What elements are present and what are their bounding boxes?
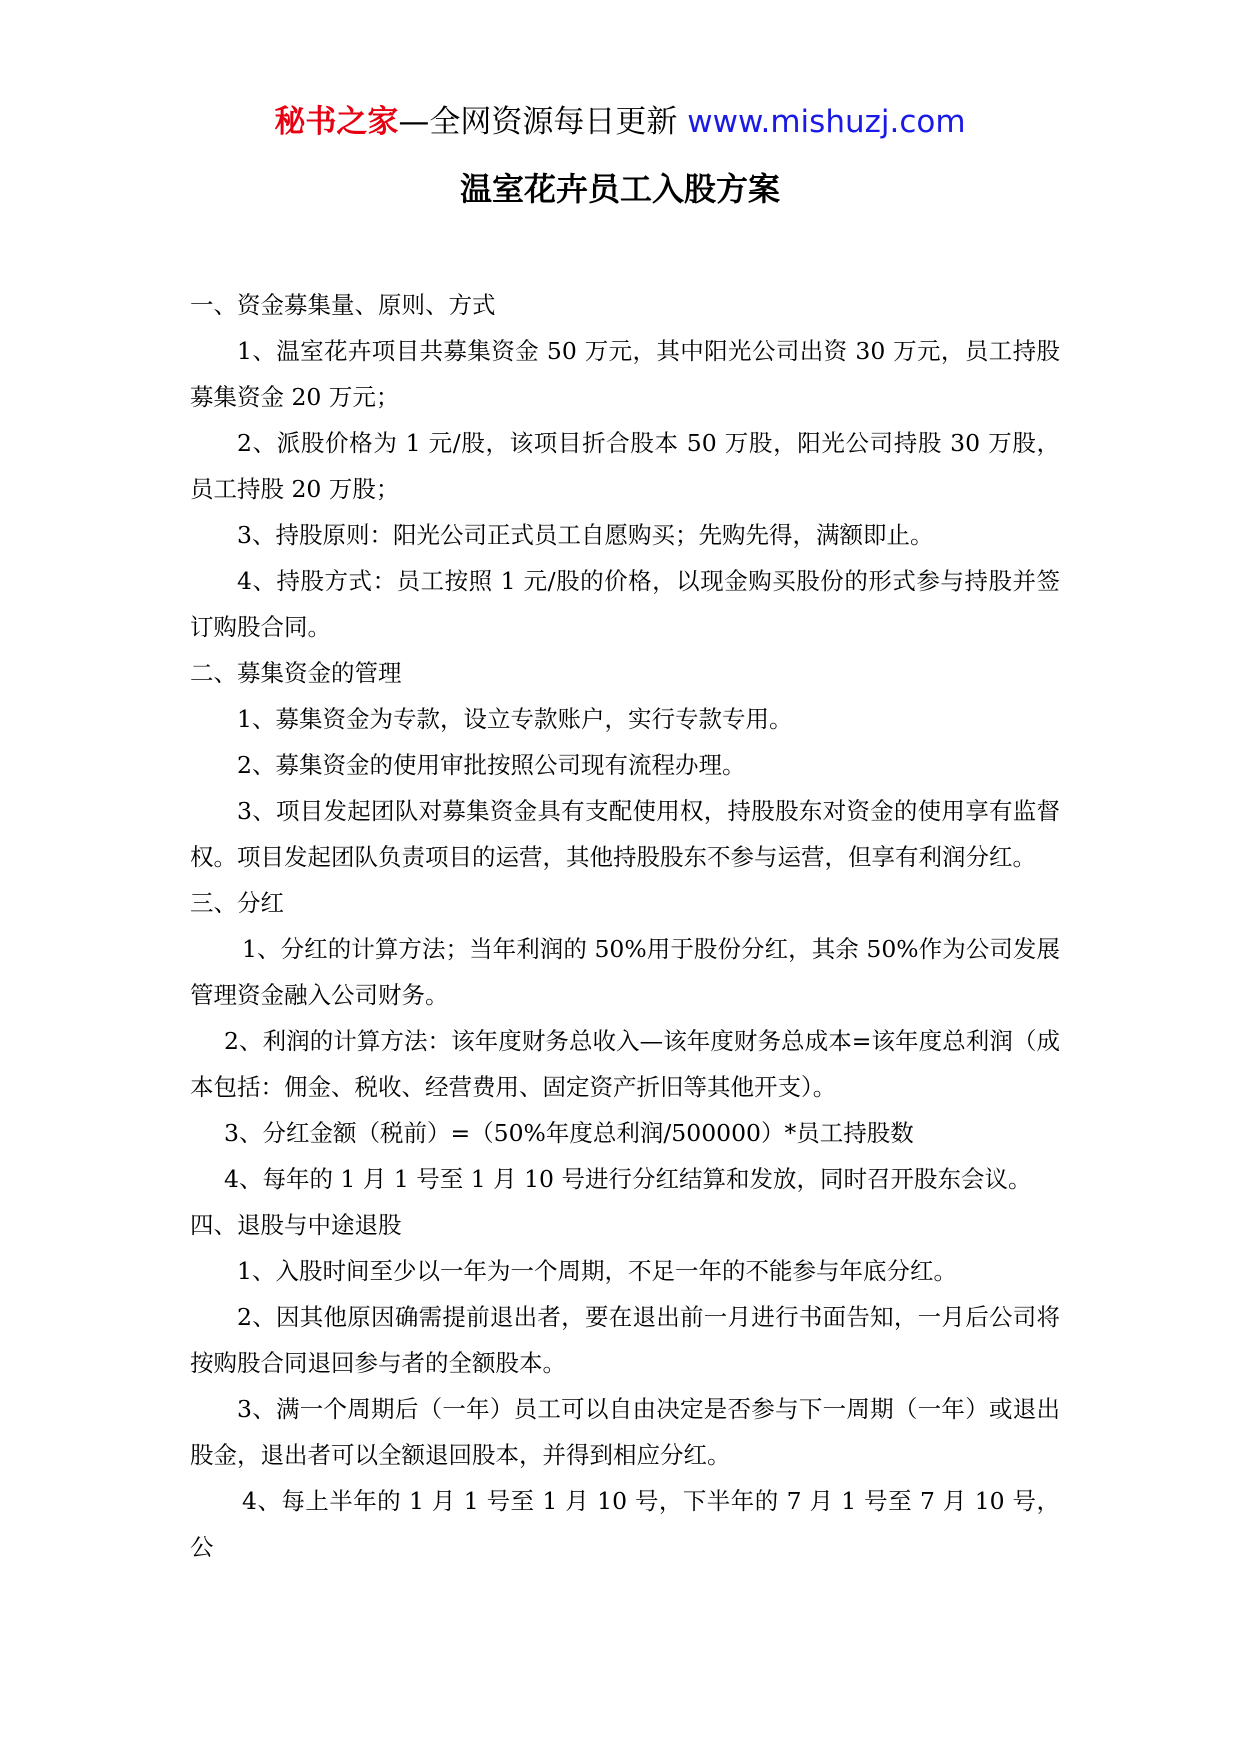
paragraph: 1、募集资金为专款，设立专款账户，实行专款专用。	[237, 705, 793, 733]
paragraph: 3、满一个周期后（一年）员工可以自由决定是否参与下一周期（一年）或退出股金，退出者可以全额退回股本，并得到相应分红。	[190, 1395, 1060, 1469]
site-banner	[0, 102, 1240, 142]
banner-url-link[interactable]: www.mishuzj.com	[687, 104, 966, 140]
paragraph: 2、利润的计算方法：该年度财务总收入—该年度财务总成本=该年度总利润（成本包括：佣金、税收、经营费用、固定资产折旧等其他开支）。	[190, 1027, 1060, 1101]
banner-slogan: —全网资源每日更新	[398, 104, 688, 140]
document-title: 温室花卉员工入股方案	[459, 170, 780, 208]
paragraph: 4、每年的 1 月 1 号至 1 月 10 号进行分红结算和发放，同时召开股东会议。	[224, 1165, 1032, 1193]
paragraph: 3、分红金额（税前）=（50%年度总利润/500000）*员工持股数	[224, 1119, 914, 1147]
section-heading-1: 一、资金募集量、原则、方式	[190, 291, 496, 319]
section-heading-2: 二、募集资金的管理	[190, 659, 402, 687]
paragraph: 1、分红的计算方法；当年利润的 50%用于股份分红，其余 50%作为公司发展管理资金融入公司财务。	[190, 935, 1060, 1009]
paragraph: 4、持股方式：员工按照 1 元/股的价格，以现金购买股份的形式参与持股并签订购股合同。	[190, 567, 1060, 641]
paragraph: 4、每上半年的 1 月 1 号至 1 月 10 号，下半年的 7 月 1 号至 7 月 10 号，公	[190, 1487, 1060, 1561]
paragraph: 2、因其他原因确需提前退出者，要在退出前一月进行书面告知，一月后公司将按购股合同退回参与者的全额股本。	[190, 1303, 1060, 1377]
section-heading-3: 三、分红	[190, 889, 284, 917]
paragraph: 3、持股原则：阳光公司正式员工自愿购买；先购先得，满额即止。	[237, 521, 934, 549]
paragraph: 2、募集资金的使用审批按照公司现有流程办理。	[237, 751, 746, 779]
section-heading-4: 四、退股与中途退股	[190, 1211, 402, 1239]
paragraph: 1、入股时间至少以一年为一个周期，不足一年的不能参与年底分红。	[237, 1257, 957, 1285]
paragraph: 1、温室花卉项目共募集资金 50 万元，其中阳光公司出资 30 万元，员工持股募集资金 20 万元；	[190, 337, 1060, 411]
document-body	[190, 282, 1060, 1570]
paragraph: 3、项目发起团队对募集资金具有支配使用权，持股股东对资金的使用享有监督权。项目发起团队负责项目的运营，其他持股股东不参与运营，但享有利润分红。	[190, 797, 1060, 871]
banner-brand: 秘书之家	[274, 104, 399, 140]
paragraph: 2、派股价格为 1 元/股，该项目折合股本 50 万股，阳光公司持股 30 万股，员工持股 20 万股；	[190, 429, 1060, 503]
